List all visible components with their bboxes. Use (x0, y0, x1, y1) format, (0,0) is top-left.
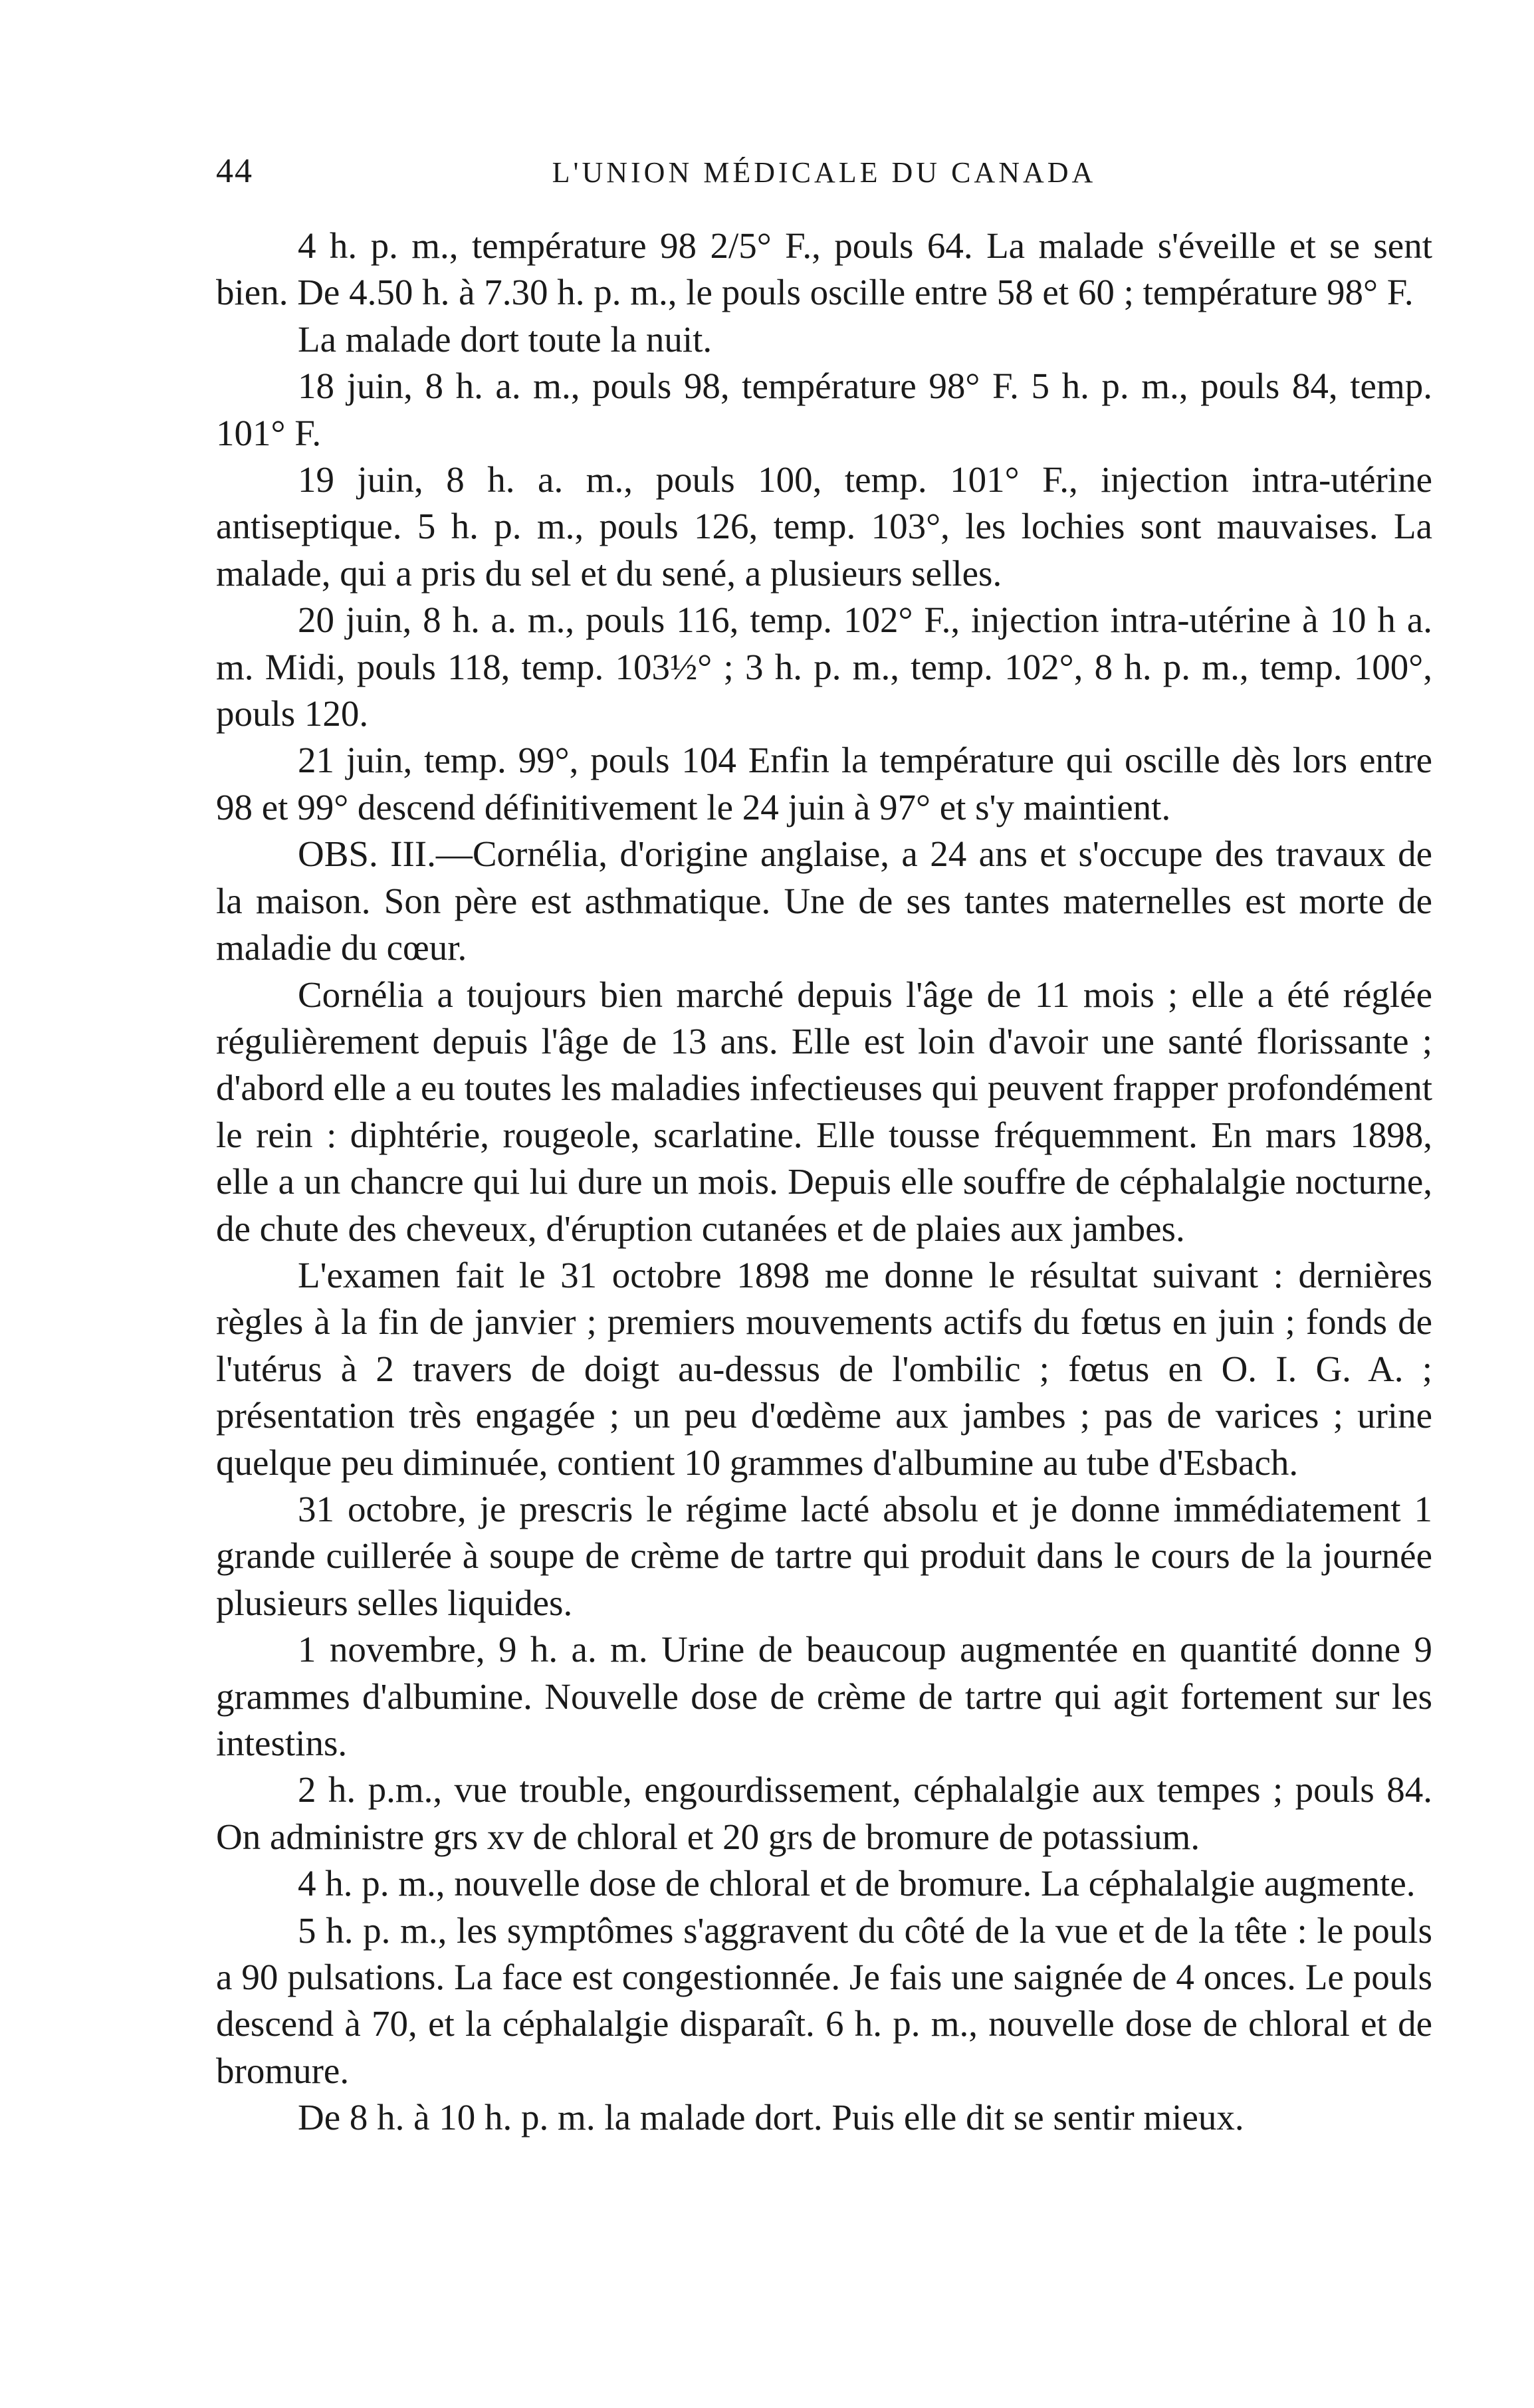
paragraph: 4 h. p. m., nouvelle dose de chloral et de bromure. La céphalalgie augmente. (298, 1863, 1416, 1904)
paragraph: 31 octobre, je prescris le régime lacté absolu et je donne immédiatement 1 grande cuillerée à soupe de crème de tartre qui produit dans le cours de la journée plusieurs selles liquides. (216, 1488, 1432, 1623)
paragraph: OBS. III.—Cornélia, d'origine anglaise, a 24 ans et s'occupe des travaux de la maison. Son père est asthmatique. Une de ses tantes maternelles est morte de maladie du cœur. (216, 833, 1432, 968)
paragraph: 4 h. p. m., température 98 2/5° F., pouls 64. La malade s'éveille et se sent bien. De 4.50 h. à 7.30 h. p. m., le pouls oscille entre 58 et 60 ; température 98° F. (216, 225, 1432, 313)
paragraph: 19 juin, 8 h. a. m., pouls 100, temp. 101° F., injection intra-utérine antiseptique. 5 h. p. m., pouls 126, temp. 103°, les lochies sont mauvaises. La malade, qui a pris du sel et du sené, a plusieurs selles. (216, 459, 1432, 594)
paragraph: Cornélia a toujours bien marché depuis l'âge de 11 mois ; elle a été réglée régulièrement depuis l'âge de 13 ans. Elle est loin d'avoir une santé florissante ; d'abord elle a eu toutes les maladies infectieuses qui peuvent frapper profondément le rein : diphtérie, rougeole, scarlatine. Elle tousse fréquemment. En mars 1898, elle a un chancre qui lui dure un mois. Depuis elle souffre de céphalalgie nocturne, de chute des cheveux, d'éruption cutanées et de plaies aux jambes. (216, 974, 1432, 1249)
paragraph: La malade dort toute la nuit. (298, 318, 712, 360)
paragraph: 1 novembre, 9 h. a. m. Urine de beaucoup augmentée en quantité donne 9 grammes d'albumine. Nouvelle dose de crème de tartre qui agit fortement sur les intestins. (216, 1629, 1432, 1763)
paragraph: De 8 h. à 10 h. p. m. la malade dort. Puis elle dit se sentir mieux. (298, 2097, 1244, 2138)
body-text (216, 223, 1432, 2141)
paragraph: L'examen fait le 31 octobre 1898 me donne le résultat suivant : dernières règles à la fin de janvier ; premiers mouvements actifs du fœtus en juin ; fonds de l'utérus à 2 travers de doigt au-dessus de l'ombilic ; fœtus en O. I. G. A. ; présentation très engagée ; un peu d'œdème aux jambes ; pas de varices ; urine quelque peu diminuée, contient 10 grammes d'albumine au tube d'Esbach. (216, 1254, 1432, 1483)
running-title: L'UNION MÉDICALE DU CANADA (552, 156, 1097, 189)
paragraph: 20 juin, 8 h. a. m., pouls 116, temp. 102° F., injection intra-utérine à 10 h a. m. Midi, pouls 118, temp. 103½° ; 3 h. p. m., temp. 102°, 8 h. p. m., temp. 100°, pouls 120. (216, 600, 1432, 734)
paragraph: 18 juin, 8 h. a. m., pouls 98, température 98° F. 5 h. p. m., pouls 84, temp. 101° F. (216, 366, 1432, 453)
page-header (216, 152, 1432, 198)
paragraph: 5 h. p. m., les symptômes s'aggravent du côté de la vue et de la tête : le pouls a 90 pulsations. La face est congestionnée. Je fais une saignée de 4 onces. Le pouls descend à 70, et la céphalalgie disparaît. 6 h. p. m., nouvelle dose de chloral et de bromure. (216, 1910, 1432, 2091)
paragraph: 2 h. p.m., vue trouble, engourdissement, céphalalgie aux tempes ; pouls 84. On administre grs xv de chloral et 20 grs de bromure de potassium. (216, 1769, 1432, 1857)
page-number: 44 (216, 152, 253, 190)
paragraph: 21 juin, temp. 99°, pouls 104 Enfin la température qui oscille dès lors entre 98 et 99° descend définitivement le 24 juin à 97° et s'y maintient. (216, 740, 1432, 827)
